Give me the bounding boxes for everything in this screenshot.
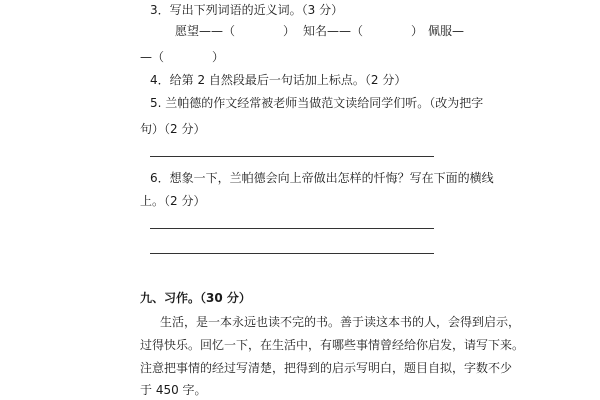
q5-prompt-line1: 5. 兰帕德的作文经常被老师当做范文读给同学们听。（改为把字 xyxy=(150,96,484,110)
q4-prompt: 4．给第 2 自然段最后一句话加上标点。（2 分） xyxy=(150,73,407,87)
q3-item-wish: 愿望——（ ） xyxy=(175,24,296,38)
q6-prompt-line2: 上。（2 分） xyxy=(140,194,206,208)
q6-prompt-line1: 6．想象一下，兰帕德会向上帝做出怎样的忏悔？写在下面的横线 xyxy=(150,171,494,185)
q3-item-admire-cont: —（ ） xyxy=(140,50,225,64)
q3-item-admire: 佩服— xyxy=(428,24,465,38)
q5-prompt-line2: 句）（2 分） xyxy=(140,122,206,136)
section-9-para-line: 过得快乐。回忆一下，在生活中，有哪些事情曾经给你启发，请写下来。 xyxy=(140,338,525,352)
q5-answer-line xyxy=(150,156,434,157)
q6-answer-line-2 xyxy=(150,253,434,254)
section-9-para-line: 注意把事情的经过写清楚，把得到的启示写明白，题目自拟，字数不少 xyxy=(140,361,513,375)
section-9-para-line: 于 450 字。 xyxy=(140,383,207,397)
section-9-para-line: 生活，是一本永远也读不完的书。善于读这本书的人，会得到启示， xyxy=(160,315,521,329)
q3-prompt: 3．写出下列词语的近义词。（3 分） xyxy=(150,3,344,17)
section-9-title: 九、习作。（30 分） xyxy=(140,291,251,305)
q3-item-famous: 知名——（ ） xyxy=(303,24,424,38)
q6-answer-line-1 xyxy=(150,228,434,229)
